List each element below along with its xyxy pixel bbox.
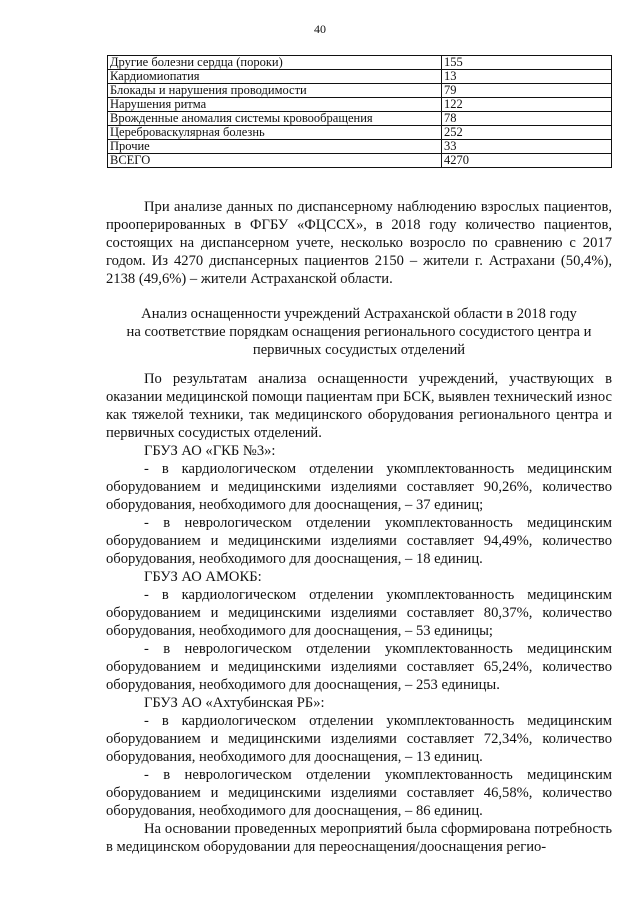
table-cell-value: 79 [442,84,612,98]
table-row [108,140,612,154]
table-cell-name: Нарушения ритма [108,98,442,112]
data-table [107,55,612,168]
org-amokb-cardiology: - в кардиологическом отделении укомплектованность медицинским оборудованием и медицинскими изделиями составляет 80,37%, количество оборудования, необходимого для дооснащения, – 53 единицы; [106,587,612,639]
org-amokb-neurology: - в неврологическом отделении укомплектованность медицинским оборудованием и медицинскими изделиями составляет 65,24%, количество оборудования, необходимого для дооснащения, – 253 единицы. [106,641,612,693]
table-row [108,112,612,126]
table-cell-value: 33 [442,140,612,154]
org-gkb3-title: ГБУЗ АО «ГКБ №3»: [144,443,276,459]
table-cell-name: Прочие [108,140,442,154]
page-number: 40 [314,22,326,36]
table-cell-value: 252 [442,126,612,140]
heading-line-3: первичных сосудистых отделений [252,342,466,358]
table-cell-name: Цереброваскулярная болезнь [108,126,442,140]
intro-paragraph: По результатам анализа оснащенности учреждений, участвующих в оказании медицинской помощи пациентам при БСК, выявлен технический износ как тяжелой техники, так медицинского оборудования регионального центра и первичных сосудистых отделений. [106,371,612,441]
table-cell-name: Врожденные аномалия системы кровообращения [108,112,442,126]
section-heading [106,305,612,359]
paragraph-dispensary-text: При анализе данных по диспансерному наблюдению взрослых пациентов, прооперированных в ФГБУ «ФЦССХ», в 2018 году количество пациентов, состоящих на диспансерном учете, несколько возросло по сравнению с 2017 годом. Из 4270 диспансерных пациентов 2150 – жители г. Астрахани (50,4%), 2138 (49,6%) – жители Астраханской области. [106,199,612,287]
org-akhtubinsk-neurology: - в неврологическом отделении укомплектованность медицинским оборудованием и медицинскими изделиями составляет 46,58%, количество оборудования, необходимого для дооснащения, – 86 единиц. [106,767,612,819]
org-gkb3-neurology: - в неврологическом отделении укомплектованность медицинским оборудованием и медицинскими изделиями составляет 94,49%, количество оборудования, необходимого для дооснащения, – 18 единиц. [106,515,612,567]
table-cell-value: 122 [442,98,612,112]
table-cell-name: Кардиомиопатия [108,70,442,84]
final-paragraph: На основании проведенных мероприятий была сформирована потребность в медицинском оборудовании для переоснащения/дооснащения регио- [106,821,612,855]
heading-line-1: Анализ оснащенности учреждений Астраханской области в 2018 году [141,306,577,322]
table-row [108,154,612,168]
table-cell-value: 4270 [442,154,612,168]
table-cell-value: 155 [442,56,612,70]
section-body [106,370,612,856]
org-gkb3-cardiology: - в кардиологическом отделении укомплектованность медицинским оборудованием и медицинскими изделиями составляет 90,26%, количество оборудования, необходимого для дооснащения, – 37 единиц; [106,461,612,513]
table-row [108,70,612,84]
org-akhtubinsk-cardiology: - в кардиологическом отделении укомплектованность медицинским оборудованием и медицинскими изделиями составляет 72,34%, количество оборудования, необходимого для дооснащения, – 13 единиц. [106,713,612,765]
table-body [108,56,612,168]
table-cell-value: 78 [442,112,612,126]
org-amokb-title: ГБУЗ АО АМОКБ: [144,569,262,585]
table-row [108,98,612,112]
table-row [108,84,612,98]
table-row [108,56,612,70]
table-cell-value: 13 [442,70,612,84]
table-cell-name: Другие болезни сердца (пороки) [108,56,442,70]
paragraph-dispensary [106,198,612,288]
table-row [108,126,612,140]
table-cell-name: Блокады и нарушения проводимости [108,84,442,98]
heading-line-2: на соответствие порядкам оснащения регионального сосудистого центра и [126,324,592,340]
org-akhtubinsk-title: ГБУЗ АО «Ахтубинская РБ»: [144,695,325,711]
table-cell-name: ВСЕГО [108,154,442,168]
